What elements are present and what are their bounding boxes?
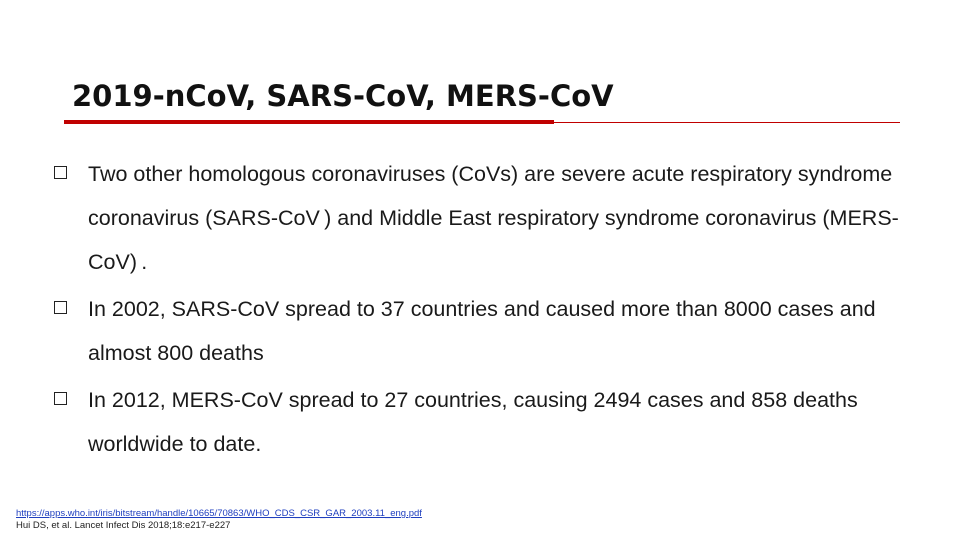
slide-title: 2019-nCoV, SARS-CoV, MERS-CoV [72, 79, 614, 113]
who-report-link[interactable]: https://apps.who.int/iris/bitstream/handle/10665/70863/WHO_CDS_CSR_GAR_2003.11_eng.pdf [16, 508, 422, 519]
bullet-item [52, 287, 932, 375]
title-underline-accent [64, 120, 554, 124]
checkbox-square-icon [54, 301, 67, 314]
bullet-text: Two other homologous coronaviruses (CoVs) are severe acute respiratory syndrome coronavirus (SARS-CoV ) and Middle East respiratory syndrome coronavirus (MERS-CoV) . [88, 162, 899, 274]
footer-references [16, 508, 422, 532]
checkbox-square-icon [54, 392, 67, 405]
bullet-item [52, 152, 932, 284]
bullet-text: In 2002, SARS-CoV spread to 37 countries and caused more than 8000 cases and almost 800 deaths [88, 297, 876, 365]
bullet-text: In 2012, MERS-CoV spread to 27 countries, causing 2494 cases and 858 deaths worldwide to date. [88, 388, 858, 456]
citation-text: Hui DS, et al. Lancet Infect Dis 2018;18:e217-e227 [16, 520, 231, 531]
bullet-list [52, 152, 932, 466]
bullet-item [52, 378, 932, 466]
checkbox-square-icon [54, 166, 67, 179]
